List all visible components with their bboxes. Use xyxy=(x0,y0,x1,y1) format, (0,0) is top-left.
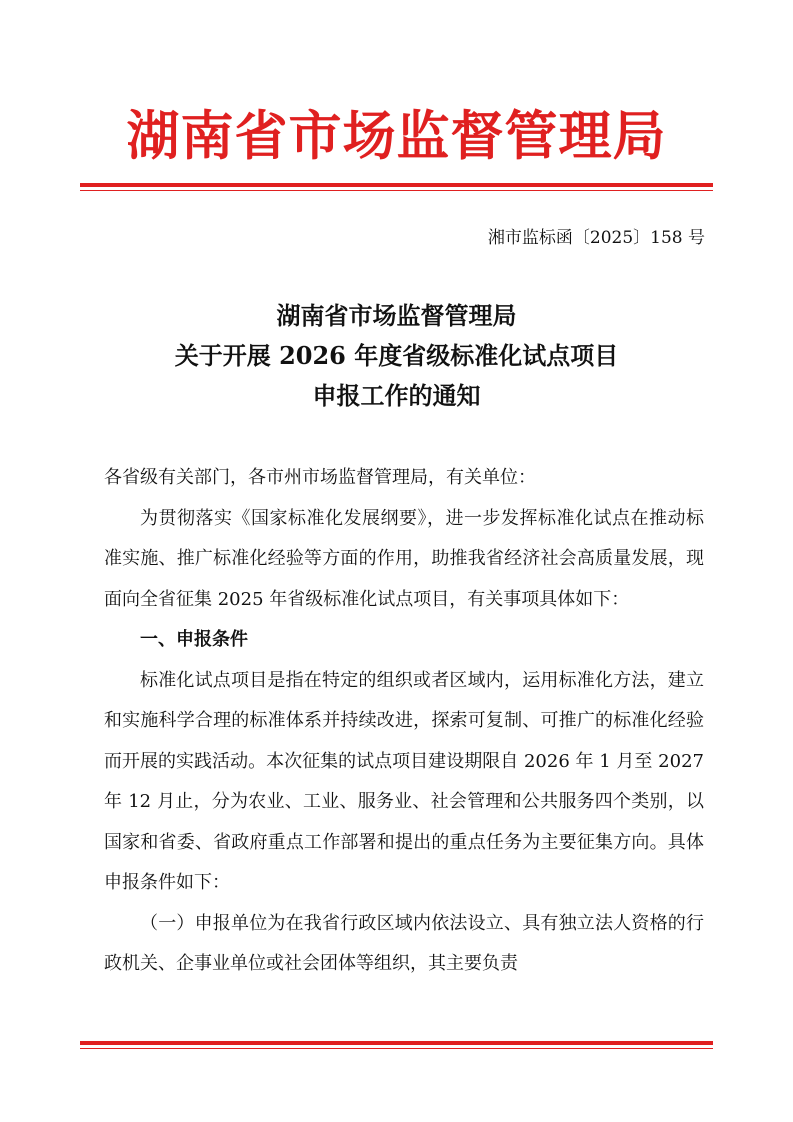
footer-rule-thin xyxy=(80,1048,713,1049)
masthead-red-rule xyxy=(80,183,713,191)
notice-body xyxy=(104,458,704,985)
notice-title xyxy=(80,296,713,416)
document-number: 湘市监标函〔2025〕158 号 xyxy=(487,228,705,248)
agency-masthead: 湖南省市场监督管理局 xyxy=(126,105,667,167)
title-line-3: 申报工作的通知 xyxy=(312,381,481,410)
footer-red-rule xyxy=(80,1041,713,1049)
footer-rule-thick xyxy=(80,1041,713,1045)
title-line-1: 湖南省市场监督管理局 xyxy=(276,301,517,330)
red-rule-thick xyxy=(80,183,713,187)
section-heading-application-conditions: 一、申报条件 xyxy=(140,629,248,650)
paragraph-definition: 标准化试点项目是指在特定的组织或者区域内，运用标准化方法，建立和实施科学合理的标准体系并持续改进，探索可复制、可推广的标准化经验而开展的实践活动。本次征集的试点项目建设期限自 2026 年 1 月至 2027 年 12 月止，分为农业、工业、服务业、社会管理和公共服务四个类别，以国家和省委、省政府重点工作部署和提出的重点任务为主要征集方向。具体申报条件如下： xyxy=(104,669,704,893)
salutation: 各省级有关部门，各市州市场监督管理局，有关单位： xyxy=(104,467,536,488)
paragraph-condition-1: （一）申报单位为在我省行政区域内依法设立、具有独立法人资格的行政机关、企事业单位或社会团体等组织，其主要负责 xyxy=(104,912,704,974)
red-rule-thin xyxy=(80,190,713,191)
title-line-2: 关于开展 2026 年度省级标准化试点项目 xyxy=(174,341,619,370)
paragraph-intro: 为贯彻落实《国家标准化发展纲要》，进一步发挥标准化试点在推动标准实施、推广标准化经验等方面的作用，助推我省经济社会高质量发展，现面向全省征集 2025 年省级标准化试点项目，有关事项具体如下： xyxy=(104,507,704,610)
